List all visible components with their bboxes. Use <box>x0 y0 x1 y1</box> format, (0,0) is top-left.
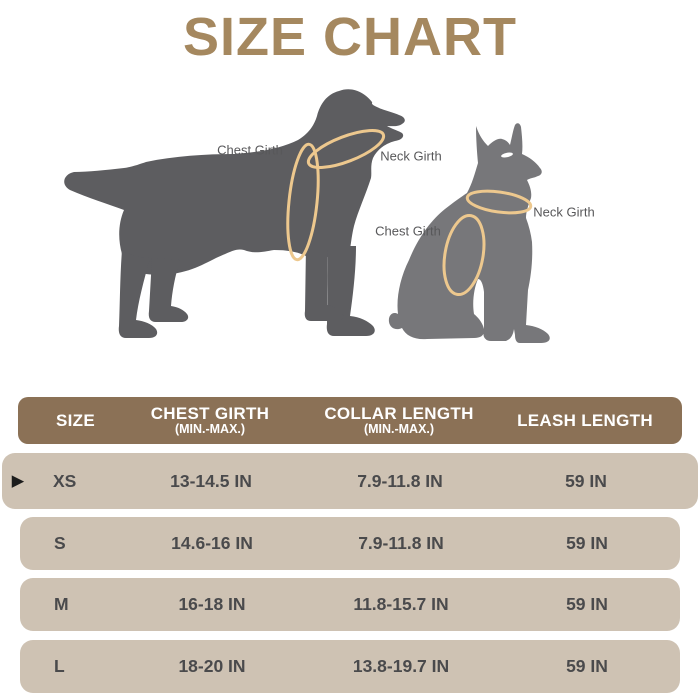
table-row-xs-selected <box>2 453 698 509</box>
header-leash-length-column: LEASH LENGTH <box>517 410 653 430</box>
cell-chest: 13-14.5 IN <box>170 470 252 491</box>
header-collar-length-column: COLLAR LENGTH (MIN.-MAX.) <box>324 404 474 436</box>
cell-size: XS <box>53 470 77 491</box>
table-row-l <box>20 640 680 693</box>
cell-collar: 7.9-11.8 IN <box>357 470 443 491</box>
header-size-column: SIZE <box>56 410 95 430</box>
cell-size: M <box>54 594 69 614</box>
selected-size-marker-icon: ▶ <box>12 472 24 490</box>
table-row-m <box>20 578 680 631</box>
cell-chest: 16-18 IN <box>178 594 246 614</box>
cell-leash: 59 IN <box>566 533 608 553</box>
cell-leash: 59 IN <box>566 594 608 614</box>
standing-dog-illustration <box>30 80 440 365</box>
cell-size: L <box>54 656 65 676</box>
sitting-neck-girth-label: Neck Girth <box>533 204 595 220</box>
cell-leash: 59 IN <box>565 470 607 491</box>
standing-dog-front-leg <box>327 246 375 336</box>
cell-leash: 59 IN <box>566 656 608 676</box>
header-chest-girth-column: CHEST GIRTH (MIN.-MAX.) <box>150 404 270 436</box>
cell-collar: 11.8-15.7 IN <box>353 594 449 614</box>
table-row-s <box>20 517 680 570</box>
page-title: SIZE CHART <box>183 7 517 67</box>
size-table-header <box>18 397 682 444</box>
standing-neck-girth-label: Neck Girth <box>380 148 442 164</box>
cell-size: S <box>54 533 66 553</box>
standing-chest-girth-label: Chest Girth <box>217 142 283 158</box>
sitting-chest-girth-label: Chest Girth <box>375 223 441 239</box>
cell-chest: 18-20 IN <box>178 656 246 676</box>
cell-collar: 13.8-19.7 IN <box>352 656 450 676</box>
cell-collar: 7.9-11.8 IN <box>358 533 444 553</box>
cell-chest: 14.6-16 IN <box>171 533 253 553</box>
